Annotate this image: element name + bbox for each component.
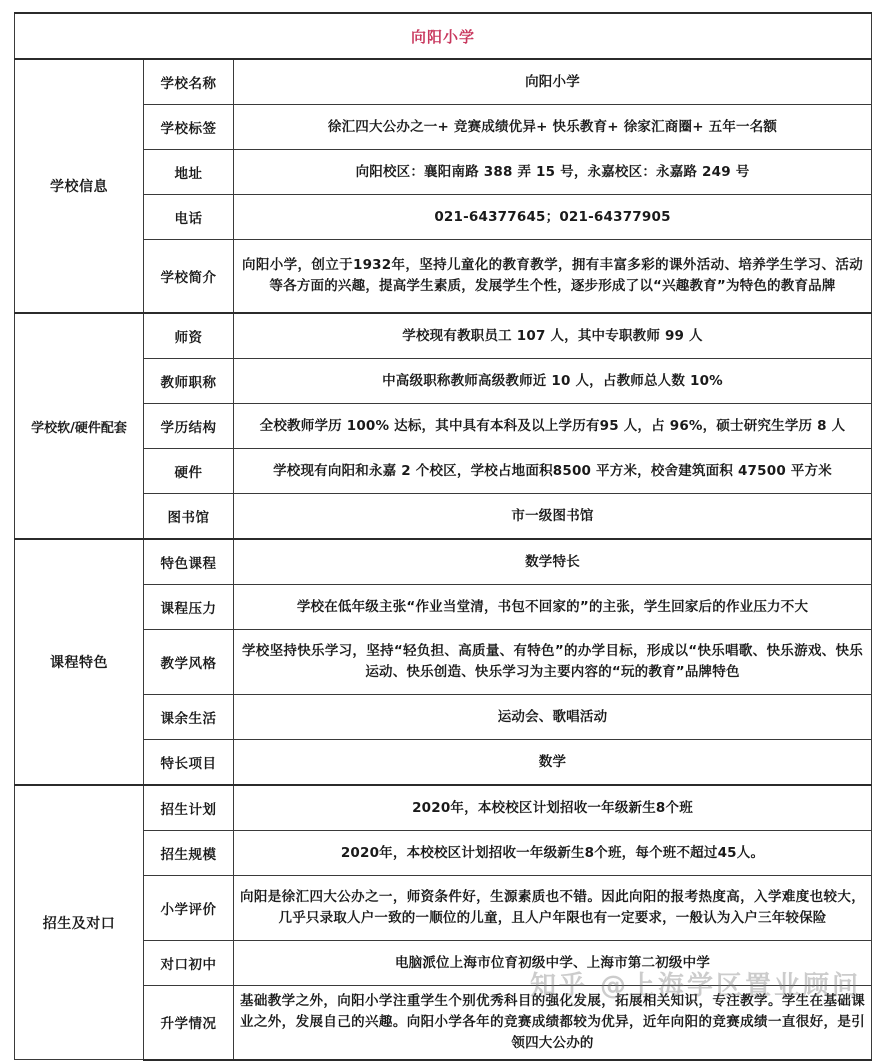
table-row [15, 831, 872, 876]
table-row [15, 404, 872, 449]
row-value-school-tags: 徐汇四大公办之一+ 竞赛成绩优异+ 快乐教育+ 徐家汇商圈+ 五年一名额 [234, 105, 872, 150]
row-label-feeder-middle-school: 对口初中 [144, 941, 234, 986]
section-label-admissions: 招生及对口 [15, 785, 144, 1060]
table-row [15, 150, 872, 195]
watermark: 知乎 @上海学区置业顾问 [530, 971, 862, 1001]
row-label-admission-scale: 招生规模 [144, 831, 234, 876]
row-value-teaching-style: 学校坚持快乐学习，坚持“轻负担、高质量、有特色”的办学目标，形成以“快乐唱歌、快乐游戏、快乐运动、快乐创造、快乐学习为主要内容的“玩的教育”品牌特色 [234, 630, 872, 695]
page-title: 向阳小学 [15, 13, 872, 59]
title-row [15, 13, 872, 59]
table-row [15, 986, 872, 1060]
row-value-admission-plan: 2020年，本校校区计划招收一年级新生8个班 [234, 785, 872, 831]
row-value-faculty: 学校现有教职员工 107 人，其中专职教师 99 人 [234, 313, 872, 359]
row-value-school-intro: 向阳小学，创立于1932年，坚持儿童化的教育教学，拥有丰富多彩的课外活动、培养学生学习、活动等各方面的兴趣，提高学生素质，发展学生个性，逐步形成了以“兴趣教育”为特色的教育品牌 [234, 240, 872, 314]
table-row [15, 585, 872, 630]
table-row [15, 630, 872, 695]
row-label-education-structure: 学历结构 [144, 404, 234, 449]
row-value-admission-scale: 2020年，本校校区计划招收一年级新生8个班，每个班不超过45人。 [234, 831, 872, 876]
row-label-school-tags: 学校标签 [144, 105, 234, 150]
row-label-advancement: 升学情况 [144, 986, 234, 1060]
row-label-phone: 电话 [144, 195, 234, 240]
row-value-education-structure: 全校教师学历 100% 达标，其中具有本科及以上学历有95 人，占 96%，硕士研究生学历 8 人 [234, 404, 872, 449]
table-row [15, 240, 872, 314]
table-row [15, 195, 872, 240]
row-value-extracurricular: 运动会、歌唱活动 [234, 695, 872, 740]
row-value-school-name: 向阳小学 [234, 59, 872, 105]
table-row [15, 539, 872, 585]
table-row [15, 740, 872, 786]
table-row [15, 876, 872, 941]
row-value-specialty-program: 数学 [234, 740, 872, 786]
row-label-faculty: 师资 [144, 313, 234, 359]
row-label-teaching-style: 教学风格 [144, 630, 234, 695]
row-label-featured-courses: 特色课程 [144, 539, 234, 585]
table-row [15, 695, 872, 740]
school-info-table [14, 12, 872, 1061]
table-row [15, 494, 872, 540]
row-value-phone: 021-64377645；021-64377905 [234, 195, 872, 240]
row-label-admission-plan: 招生计划 [144, 785, 234, 831]
row-label-hardware: 硬件 [144, 449, 234, 494]
row-label-school-name: 学校名称 [144, 59, 234, 105]
table-row [15, 359, 872, 404]
table-row [15, 59, 872, 105]
table-body [15, 13, 872, 1060]
table-row [15, 941, 872, 986]
section-label-curriculum: 课程特色 [15, 539, 144, 785]
row-label-address: 地址 [144, 150, 234, 195]
row-label-school-intro: 学校简介 [144, 240, 234, 314]
table-row [15, 785, 872, 831]
section-label-facilities: 学校软/硬件配套 [15, 313, 144, 539]
table-row [15, 313, 872, 359]
row-label-specialty-program: 特长项目 [144, 740, 234, 786]
row-value-featured-courses: 数学特长 [234, 539, 872, 585]
row-label-course-pressure: 课程压力 [144, 585, 234, 630]
row-value-advancement: 基础教学之外，向阳小学注重学生个别优秀科目的强化发展，拓展相关知识，专注教学。学生在基础课业之外，发展自己的兴趣。向阳小学各年的竞赛成绩都较为优异，近年向阳的竞赛成绩一直很好，是引领四大公办的 [234, 986, 872, 1060]
table-row [15, 105, 872, 150]
row-label-teacher-title: 教师职称 [144, 359, 234, 404]
row-value-address: 向阳校区：襄阳南路 388 弄 15 号，永嘉校区：永嘉路 249 号 [234, 150, 872, 195]
row-value-feeder-middle-school: 电脑派位上海市位育初级中学、上海市第二初级中学 [234, 941, 872, 986]
row-value-teacher-title: 中高级职称教师高级教师近 10 人，占教师总人数 10% [234, 359, 872, 404]
row-value-hardware: 学校现有向阳和永嘉 2 个校区，学校占地面积8500 平方米，校舍建筑面积 47500 平方米 [234, 449, 872, 494]
row-label-extracurricular: 课余生活 [144, 695, 234, 740]
section-label-school-info: 学校信息 [15, 59, 144, 313]
row-label-school-review: 小学评价 [144, 876, 234, 941]
row-value-school-review: 向阳是徐汇四大公办之一，师资条件好，生源素质也不错。因此向阳的报考热度高，入学难度也较大，几乎只录取人户一致的一顺位的儿童，且人户年限也有一定要求，一般认为入户三年较保险 [234, 876, 872, 941]
table-row [15, 449, 872, 494]
row-label-library: 图书馆 [144, 494, 234, 540]
row-value-library: 市一级图书馆 [234, 494, 872, 540]
row-value-course-pressure: 学校在低年级主张“作业当堂清，书包不回家的”的主张，学生回家后的作业压力不大 [234, 585, 872, 630]
